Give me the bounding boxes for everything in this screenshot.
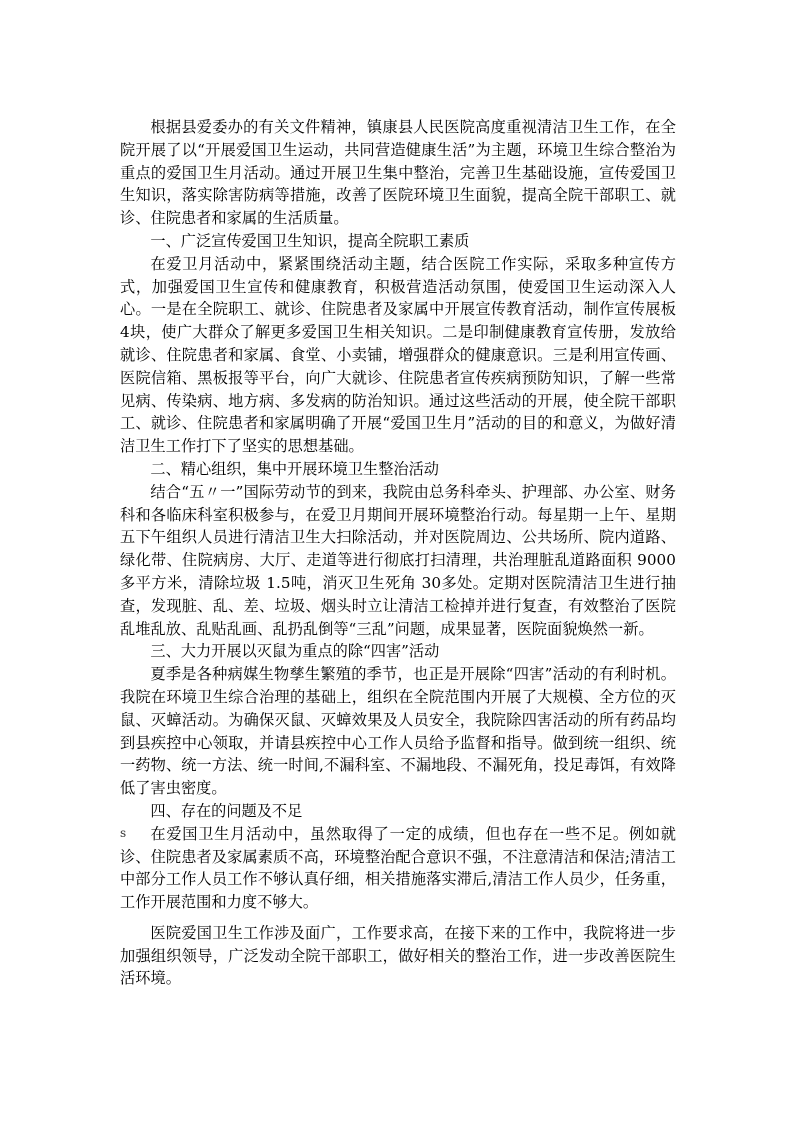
- paragraph-spacer: [120, 914, 676, 922]
- section-3-paragraph: 夏季是各种病媒生物孳生繁殖的季节，也正是开展除“四害”活动的有利时机。我院在环境卫生综合治理的基础上，组织在全院范围内开展了大规模、全方位的灭鼠、灭蟑活动。为确保灭鼠、灭蟑效果及人员安全，我院除四害活动的所有药品均到县疾控中心领取，并请县疾控中心工作人员给予监督和指导。做到统一组织、统一药物、统一方法、统一时间,不漏科室、不漏地段、不漏死角，投足毒饵，有效降低了害虫密度。: [120, 665, 676, 798]
- section-heading-1: 一、广泛宣传爱国卫生知识，提高全院职工素质: [150, 231, 470, 250]
- footer-mark: s: [120, 826, 127, 840]
- closing-paragraph: 医院爱国卫生工作涉及面广，工作要求高，在接下来的工作中，我院将进一步加强组织领导，广泛发动全院干部职工，做好相关的整治工作，进一步改善医院生活环境。: [120, 923, 676, 988]
- section-4-paragraph: 在爱国卫生月活动中，虽然取得了一定的成绩，但也存在一些不足。例如就诊、住院患者及家属素质不高，环境整治配合意识不强，不注意清洁和保洁;清洁工中部分工作人员工作不够认真仔细，相关措施落实滞后,清洁工作人员少，任务重，工作开展范围和力度不够大。: [120, 824, 676, 912]
- section-2-paragraph: 结合“五〃一”国际劳动节的到来，我院由总务科牵头、护理部、办公室、财务科和各临床科室积极参与，在爱卫月期间开展环境整治行动。每星期一上午、星期五下午组织人员进行清洁卫生大扫除活动，并对医院周边、公共场所、院内道路、绿化带、住院病房、大厅、走道等进行彻底打扫清理，共治理脏乱道路面积 9000多平方米，清除垃圾 1.5吨，消灭卫生死角 30多处。定期对医院清洁卫生进行抽查，发现脏、乱、差、垃圾、烟头时立让清洁工检掉并进行复查，有效整治了医院乱堆乱放、乱贴乱画、乱扔乱倒等“三乱”问题，成果显著，医院面貌焕然一新。: [120, 482, 676, 638]
- section-1-paragraph: 在爱卫月活动中，紧紧围绕活动主题，结合医院工作实际，采取多种宣传方式，加强爱国卫生宣传和健康教育，积极营造活动氛围，使爱国卫生运动深入人心。一是在全院职工、就诊、住院患者及家属中开展宣传教育活动，制作宣传展板4块，使广大群众了解更多爱国卫生相关知识。二是印制健康教育宣传册，发放给就诊、住院患者和家属、食堂、小卖铺，增强群众的健康意识。三是利用宣传画、医院信箱、黑板报等平台，向广大就诊、住院患者宣传疾病预防知识，了解一些常见病、传染病、地方病、多发病的防治知识。通过这些活动的开展，使全院干部职工、就诊、住院患者和家属明确了开展“爱国卫生月”活动的目的和意义，为做好清洁卫生工作打下了坚实的思想基础。: [120, 254, 676, 456]
- intro-paragraph: 根据县爱委办的有关文件精神，镇康县人民医院高度重视清洁卫生工作，在全院开展了以“开展爱国卫生运动，共同营造健康生活”为主题，环境卫生综合整治为重点的爱国卫生月活动。通过开展卫生集中整治，完善卫生基础设施，宣传爱国卫生知识，落实除害防病等措施，改善了医院环境卫生面貌，提高全院干部职工、就诊、住院患者和家属的生活质量。: [120, 118, 676, 228]
- section-heading-2: 二、精心组织，集中开展环境卫生整治活动: [150, 459, 439, 478]
- section-heading-4: 四、存在的问题及不足: [150, 801, 303, 820]
- document-body: [120, 116, 676, 990]
- section-heading-3: 三、大力开展以灭鼠为重点的除“四害”活动: [150, 642, 440, 661]
